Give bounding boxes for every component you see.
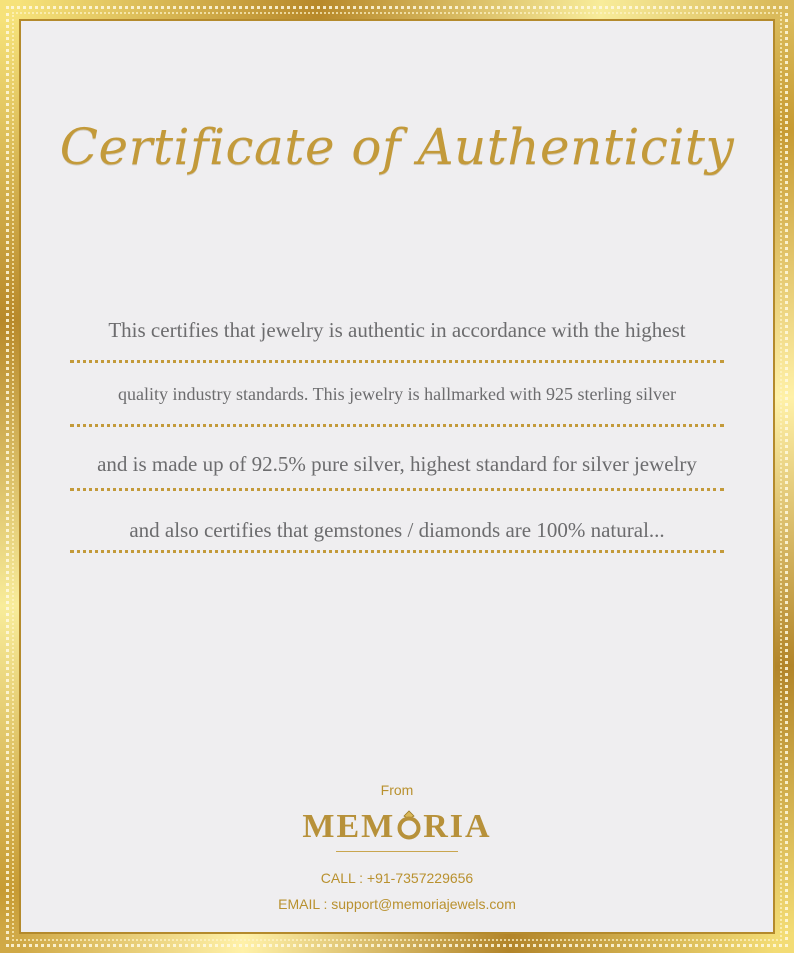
dotted-rule-1: [70, 360, 724, 363]
from-label: From: [380, 782, 414, 798]
email-contact: EMAIL : support@memoriajewels.com: [278, 896, 516, 912]
brand-text-end: RIA: [423, 808, 492, 845]
dotted-rule-4: [70, 550, 724, 553]
body-line-4: and also certifies that gemstones / diamonds are 100% natural...: [129, 518, 665, 542]
call-contact: CALL : +91-7357229656: [320, 870, 474, 886]
dotted-rule-2: [70, 424, 724, 427]
dotted-rule-3: [70, 488, 724, 491]
brand-text-start: MEM: [302, 808, 396, 845]
certificate-title: Certificate of Authenticity: [59, 118, 735, 176]
body-line-3: and is made up of 92.5% pure silver, highest standard for silver jewelry: [97, 452, 697, 476]
brand-logo: [0, 808, 794, 846]
body-line-2: quality industry standards. This jewelry is hallmarked with 925 sterling silver: [117, 384, 677, 404]
brand-underline: [336, 851, 458, 852]
body-line-1: This certifies that jewelry is authentic in accordance with the highest: [108, 318, 686, 342]
ring-icon: [395, 810, 423, 838]
